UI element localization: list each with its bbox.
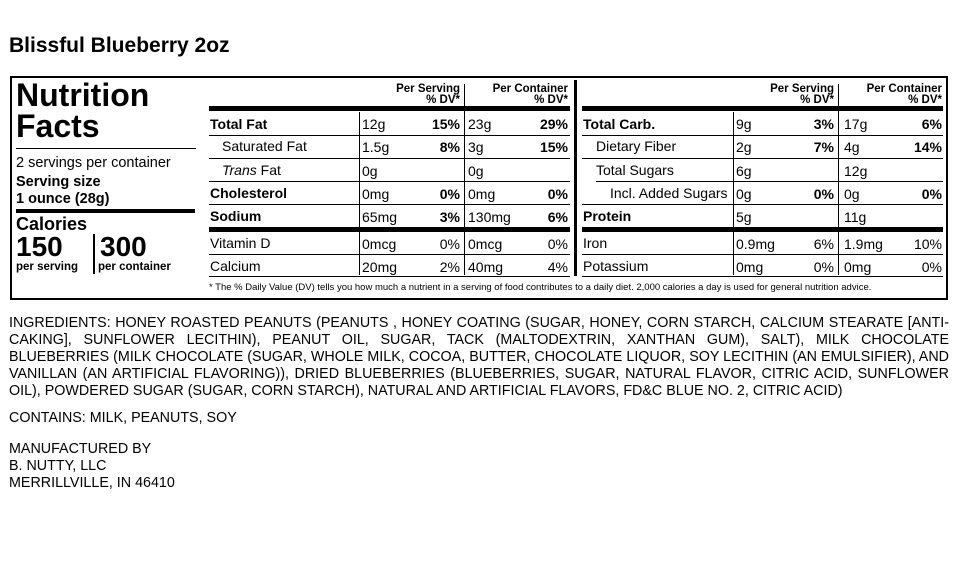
header-per-serving-text: Per Serving [770,83,834,95]
left-header-per-serving [360,84,460,106]
row-saturated-fat-serving-dv: 8% [439,139,460,155]
row-saturated-fat-container-amount: 3g [468,139,484,155]
row-total-carb-container-dv: 6% [921,116,942,132]
row-added-sugars-name: Incl. Added Sugars [610,185,728,201]
row-iron-name: Iron [583,235,608,251]
calories-per-container: 300 [100,231,147,262]
row-total-sugars-name: Total Sugars [596,162,674,178]
row-calcium-container-dv: 4% [547,259,568,275]
row-added-sugars-serving-amount: 0g [736,186,752,202]
row-vitamin-d-serving-amount: 0mcg [362,236,397,252]
manufacturer-line-3: MERRILLVILLE, IN 46410 [9,475,175,491]
row-protein-serving-amount: 5g [736,209,752,225]
row-trans-fat-name [222,162,281,178]
row-total-sugars-serving-amount: 6g [736,163,752,179]
row-calcium-container-amount: 40mg [468,259,504,275]
row-divider [582,158,943,159]
row-divider [209,158,570,159]
row-vitamin-d-serving-dv: 0% [439,236,460,252]
servings-per-container: 2 servings per container [16,155,171,171]
ingredients-text: INGREDIENTS: HONEY ROASTED PEANUTS (PEANUTS , HONEY COATING (SUGAR, HONEY, CORN STARCH, CALCIUM STEARATE [ANTI-CAKING], SUNFLOWER LECITHIN), PEANUT OIL, SUGAR, TACK (MALTODEXTRIN, XANTHAN GUM), SALT), MILK CHOCOLATE BLUEBERRIES (MILK CHOCOLATE (SUGAR, WHOLE MILK, COCOA, BUTTER, CHOCOLATE LIQUOR, SOY LECITHIN (AN EMULSIFIER), AND VANILLAN (AN ARTIFICIAL FLAVORING)), DRIED BLUEBERRIES (BLUEBERRIES, SUGAR, NATURAL FLAVOR, CITRIC ACID, SUNFLOWER OIL), POWDERED SUGAR (SUGAR, CORN STARCH), NATURAL AND ARTIFICIAL FLAVORS, FD&C BLUE NO. 2, CITRIC ACID) [9,315,949,399]
header-dv-text: % DV* [908,94,942,106]
left-col-divider-1 [359,112,360,275]
row-total-carb-name: Total Carb. [583,116,656,132]
heading-line-1: Nutrition [16,77,150,113]
row-iron-container-amount: 1.9mg [844,236,883,252]
row-divider [596,181,943,182]
manufacturer-line-1: MANUFACTURED BY [9,441,152,457]
row-dietary-fiber-container-amount: 4g [844,139,860,155]
row-divider [209,254,570,255]
calories-label: Calories [16,214,88,234]
row-sodium-container-amount: 130mg [468,209,511,225]
row-dietary-fiber-container-dv: 14% [913,139,942,155]
row-total-fat-name: Total Fat [210,116,268,132]
row-sodium-serving-amount: 65mg [362,209,398,225]
row-protein-name: Protein [583,208,632,224]
minerals-rule [582,227,943,232]
trans-fat-rest: Fat [256,162,281,178]
row-iron-container-dv: 10% [913,236,942,252]
left-header-per-container [466,84,568,106]
row-cholesterol-container-dv: 0% [547,186,568,202]
center-divider [574,80,577,276]
serving-size-value: 1 ounce (28g) [16,191,110,207]
row-protein-container-amount: 11g [844,209,867,225]
row-dietary-fiber-name: Dietary Fiber [596,138,677,154]
row-total-fat-container-amount: 23g [468,116,492,132]
row-saturated-fat-serving-amount: 1.5g [362,139,390,155]
calories-divider [93,234,95,274]
row-divider [582,204,943,205]
row-trans-fat-serving-amount: 0g [362,163,378,179]
trans-italic: Trans [222,162,257,178]
row-vitamin-d-container-amount: 0mcg [468,236,503,252]
row-calcium-name: Calcium [210,258,261,274]
right-header-per-container [840,84,942,106]
row-cholesterol-serving-amount: 0mg [362,186,390,202]
row-calcium-serving-dv: 2% [439,259,460,275]
row-total-sugars-container-amount: 12g [844,163,868,179]
row-sodium-serving-dv: 3% [439,209,460,225]
row-total-fat-serving-amount: 12g [362,116,386,132]
row-potassium-name: Potassium [583,258,649,274]
right-header-per-serving [734,84,834,106]
calories-per-container-label: per container [98,261,171,273]
row-potassium-serving-amount: 0mg [736,259,764,275]
row-trans-fat-container-amount: 0g [468,163,484,179]
row-saturated-fat-name: Saturated Fat [222,138,307,154]
header-per-container-text: Per Container [492,83,568,95]
row-cholesterol-name: Cholesterol [210,185,288,201]
right-col-divider-1 [733,112,734,275]
row-total-fat-container-dv: 29% [539,116,568,132]
right-table-bottom [582,276,943,277]
heading-line-2: Facts [16,108,100,144]
serving-size-rule [16,209,195,213]
header-per-container-text: Per Container [866,83,942,95]
row-added-sugars-container-dv: 0% [921,186,942,202]
header-per-serving-text: Per Serving [396,83,460,95]
row-potassium-container-dv: 0% [921,259,942,275]
calories-per-serving-label: per serving [16,261,78,273]
row-cholesterol-container-amount: 0mg [468,186,496,202]
row-divider [209,135,570,136]
row-divider [209,181,570,182]
row-calcium-serving-amount: 20mg [362,259,398,275]
row-vitamin-d-name: Vitamin D [210,235,271,251]
row-saturated-fat-container-dv: 15% [539,139,568,155]
row-divider [582,254,943,255]
nutrition-facts-heading [16,77,150,144]
row-potassium-serving-dv: 0% [813,259,834,275]
right-header-rule [582,106,943,111]
serving-size-label: Serving size [16,174,101,190]
left-col-divider-2 [464,84,465,275]
row-cholesterol-serving-dv: 0% [439,186,460,202]
left-header-rule [209,106,570,111]
daily-value-footnote: * The % Daily Value (DV) tells you how much a nutrient in a serving of food contributes to a daily diet. 2,000 calories a day is used for general nutrition advice. [209,282,872,293]
right-col-divider-2 [838,84,839,275]
manufacturer-line-2: B. NUTTY, LLC [9,458,107,474]
row-vitamin-d-container-dv: 0% [547,236,568,252]
row-divider [209,204,570,205]
row-added-sugars-serving-dv: 0% [813,186,834,202]
product-title: Blissful Blueberry 2oz [9,34,230,57]
header-dv-text: % DV* [426,94,460,106]
row-iron-serving-dv: 6% [813,236,834,252]
left-table-bottom [209,276,570,277]
row-total-carb-container-amount: 17g [844,116,868,132]
row-sodium-container-dv: 6% [547,209,568,225]
allergen-contains: CONTAINS: MILK, PEANUTS, SOY [9,410,237,426]
row-total-carb-serving-dv: 3% [813,116,834,132]
row-potassium-container-amount: 0mg [844,259,872,275]
calories-per-serving: 150 [16,231,63,262]
row-iron-serving-amount: 0.9mg [736,236,775,252]
row-dietary-fiber-serving-amount: 2g [736,139,752,155]
row-sodium-name: Sodium [210,208,262,224]
row-total-carb-serving-amount: 9g [736,116,752,132]
heading-rule [16,148,196,149]
row-total-fat-serving-dv: 15% [431,116,460,132]
row-divider [582,135,943,136]
header-dv-text: % DV* [800,94,834,106]
header-dv-text: % DV* [534,94,568,106]
row-added-sugars-container-amount: 0g [844,186,860,202]
row-dietary-fiber-serving-dv: 7% [813,139,834,155]
vitamins-rule [209,227,570,232]
